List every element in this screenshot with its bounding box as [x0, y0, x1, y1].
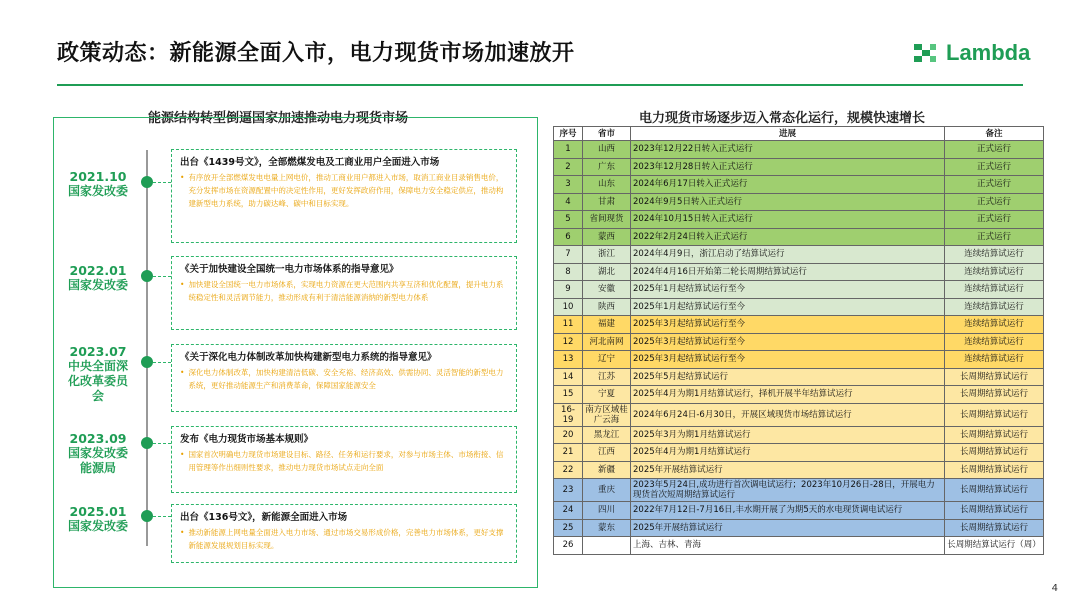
cell-progress: 2023年12月28日转入正式运行 [631, 158, 945, 176]
table-row [554, 298, 1044, 316]
cell-progress: 2023年12月22日转入正式运行 [631, 141, 945, 159]
policy-body: 深化电力体制改革，加快构建清洁低碳、安全充裕、经济高效、供需协同、灵活智能的新型电力系统，更好推动能源生产和消费革命，保障国家能源安全 [188, 368, 504, 390]
cell-province: 山东 [583, 176, 631, 194]
cell-note: 长周期结算试运行 [945, 461, 1044, 479]
cell-note: 连续结算试运行 [945, 351, 1044, 369]
cell-note: 长周期结算试运行 [945, 386, 1044, 404]
cell-progress: 2022年7月12日-7月16日,丰水期开展了为期5天的水电现货调电试运行 [631, 502, 945, 520]
cell-province: 山西 [583, 141, 631, 159]
cell-province [583, 537, 631, 555]
cell-no: 26 [554, 537, 583, 555]
cell-no: 24 [554, 502, 583, 520]
cell-note: 长周期结算试运行 [945, 368, 1044, 386]
cell-progress: 2023年5月24日,成功进行首次调电试运行；2023年10月26日-28日，开展电力现货首次短周期结算试运行 [631, 479, 945, 502]
table-row [554, 368, 1044, 386]
cell-province: 江西 [583, 444, 631, 462]
timeline-dot [141, 437, 153, 449]
cell-note: 长周期结算试运行 [945, 403, 1044, 426]
table-row [554, 263, 1044, 281]
cell-province: 黑龙江 [583, 426, 631, 444]
cell-note: 长周期结算试运行（周） [945, 537, 1044, 555]
table-row [554, 479, 1044, 502]
policy-heading: 发布《电力现货市场基本规则》 [180, 434, 314, 445]
table-row [554, 193, 1044, 211]
cell-progress: 2024年4月9日，浙江启动了结算试运行 [631, 246, 945, 264]
col-header-no: 序号 [554, 127, 583, 141]
cell-note: 正式运行 [945, 193, 1044, 211]
policy-heading: 出台《1439号文》，全部燃煤发电及工商业用户全面进入市场 [180, 157, 440, 168]
cell-note: 长周期结算试运行 [945, 426, 1044, 444]
table-row [554, 141, 1044, 159]
policy-body: 推动新能源上网电量全面进入电力市场、通过市场交易形成价格，完善电力市场体系，更好支撑新能源发展规划目标实现。 [188, 528, 504, 550]
cell-no: 25 [554, 519, 583, 537]
cell-progress: 2025年4月为期1月结算试运行 [631, 444, 945, 462]
cell-progress: 2025年3月起结算试运行至今 [631, 351, 945, 369]
timeline-connector [153, 362, 171, 363]
cell-province: 广东 [583, 158, 631, 176]
cell-no: 21 [554, 444, 583, 462]
cell-progress: 2024年9月5日转入正式运行 [631, 193, 945, 211]
cell-progress: 2024年10月15日转入正式运行 [631, 211, 945, 229]
timeline-date-2025-01: 2025.01 国家发改委 [67, 504, 128, 533]
timeline-date-2023-09: 2023.09 国家发改委能源局 [67, 431, 128, 475]
table-row [554, 502, 1044, 520]
cell-no: 14 [554, 368, 583, 386]
title-divider [57, 84, 1023, 86]
cell-no: 3 [554, 176, 583, 194]
policy-card: 《关于深化电力体制改革加快构建新型电力系统的指导意见》 • 深化电力体制改革，加快构建清洁低碳、安全充裕、经济高效、供需协同、灵活智能的新型电力系统，更好推动能源生产和消费革命，保障国家能源安全 [171, 344, 517, 412]
cell-no: 16-19 [554, 403, 583, 426]
cell-note: 连续结算试运行 [945, 316, 1044, 334]
table-row [554, 281, 1044, 299]
cell-note: 正式运行 [945, 211, 1044, 229]
col-header-province: 省市 [583, 127, 631, 141]
cell-note: 长周期结算试运行 [945, 479, 1044, 502]
cell-province: 河北南网 [583, 333, 631, 351]
cell-province: 辽宁 [583, 351, 631, 369]
policy-heading: 《关于深化电力体制改革加快构建新型电力系统的指导意见》 [180, 352, 437, 363]
cell-no: 2 [554, 158, 583, 176]
cell-no: 5 [554, 211, 583, 229]
table-row [554, 211, 1044, 229]
timeline-connector [153, 182, 171, 183]
timeline-connector [153, 443, 171, 444]
cell-progress: 2022年2月24日转入正式运行 [631, 228, 945, 246]
table-row [554, 246, 1044, 264]
cell-province: 省间现货 [583, 211, 631, 229]
cell-province: 新疆 [583, 461, 631, 479]
policy-heading: 《关于加快建设全国统一电力市场体系的指导意见》 [180, 264, 399, 275]
cell-progress: 2024年6月24日-6月30日，开展区域现货市场结算试运行 [631, 403, 945, 426]
cell-province: 安徽 [583, 281, 631, 299]
cell-progress: 2024年6月17日转入正式运行 [631, 176, 945, 194]
cell-progress: 上海、吉林、青海 [631, 537, 945, 555]
table-row [554, 333, 1044, 351]
col-header-progress: 进展 [631, 127, 945, 141]
cell-note: 长周期结算试运行 [945, 502, 1044, 520]
table-row [554, 537, 1044, 555]
table-row [554, 444, 1044, 462]
table-row [554, 176, 1044, 194]
table-row [554, 351, 1044, 369]
cell-progress: 2025年3月起结算试运行至今 [631, 333, 945, 351]
timeline-date-2022-01: 2022.01 国家发改委 [67, 263, 128, 292]
cell-province: 陕西 [583, 298, 631, 316]
cell-no: 11 [554, 316, 583, 334]
table-header-row [554, 127, 1044, 141]
cell-no: 15 [554, 386, 583, 404]
cell-no: 12 [554, 333, 583, 351]
cell-progress: 2025年5月起结算试运行 [631, 368, 945, 386]
timeline-line [146, 150, 148, 546]
table-row [554, 461, 1044, 479]
cell-note: 连续结算试运行 [945, 281, 1044, 299]
timeline-date-2023-07: 2023.07 中央全面深化改革委员会 [67, 344, 128, 403]
table-row [554, 426, 1044, 444]
cell-province: 福建 [583, 316, 631, 334]
col-header-note: 备注 [945, 127, 1044, 141]
timeline-connector [153, 276, 171, 277]
policy-body: 有序放开全部燃煤发电电量上网电价，推动工商业用户都进入市场，取消工商业目录销售电价，充分发挥市场在资源配置中的决定性作用，更好发挥政府作用，保障电力安全稳定供应，推动构建新型电力系统，助力碳达峰、碳中和目标实现。 [188, 173, 504, 208]
spot-market-table [553, 126, 1044, 555]
timeline-dot [141, 356, 153, 368]
policy-card: 发布《电力现货市场基本规则》 • 国家首次明确电力现货市场建设目标、路径、任务和运行要求，对参与市场主体、市场衔接、信用管理等作出细则性要求，推动电力现货市场试点走向全面 [171, 426, 517, 493]
policy-card: 《关于加快建设全国统一电力市场体系的指导意见》 • 加快建设全国统一电力市场体系，实现电力资源在更大范围内共享互济和优化配置，提升电力系统稳定性和灵活调节能力，推动形成有利于清洁能源消纳的新型电力体系 [171, 256, 517, 330]
timeline-dot [141, 270, 153, 282]
policy-body: 国家首次明确电力现货市场建设目标、路径、任务和运行要求，对参与市场主体、市场衔接、信用管理等作出细则性要求，推动电力现货市场试点走向全面 [188, 450, 504, 472]
cell-progress: 2025年3月起结算试运行至今 [631, 316, 945, 334]
cell-province: 浙江 [583, 246, 631, 264]
cell-note: 正式运行 [945, 228, 1044, 246]
timeline-dot [141, 176, 153, 188]
cell-no: 1 [554, 141, 583, 159]
cell-no: 22 [554, 461, 583, 479]
cell-province: 南方区域桂广云海 [583, 403, 631, 426]
cell-province: 湖北 [583, 263, 631, 281]
cell-note: 连续结算试运行 [945, 333, 1044, 351]
cell-progress: 2025年4月为期1月结算试运行，择机开展半年结算试运行 [631, 386, 945, 404]
cell-no: 23 [554, 479, 583, 502]
policy-body: 加快建设全国统一电力市场体系，实现电力资源在更大范围内共享互济和优化配置，提升电力系统稳定性和灵活调节能力，推动形成有利于清洁能源消纳的新型电力体系 [188, 280, 504, 302]
cell-progress: 2025年1月起结算试运行至今 [631, 281, 945, 299]
lambda-logo-icon [910, 40, 940, 66]
cell-province: 甘肃 [583, 193, 631, 211]
cell-progress: 2025年开展结算试运行 [631, 461, 945, 479]
logo-text: Lambda [946, 40, 1031, 65]
table-row [554, 316, 1044, 334]
cell-progress: 2025年开展结算试运行 [631, 519, 945, 537]
policy-card: 出台《136号文》，新能源全面进入市场 • 推动新能源上网电量全面进入电力市场、通过市场交易形成价格，完善电力市场体系，更好支撑新能源发展规划目标实现。 [171, 504, 517, 563]
cell-no: 7 [554, 246, 583, 264]
cell-province: 四川 [583, 502, 631, 520]
cell-progress: 2025年1月起结算试运行至今 [631, 298, 945, 316]
cell-no: 9 [554, 281, 583, 299]
cell-province: 江苏 [583, 368, 631, 386]
cell-province: 宁夏 [583, 386, 631, 404]
table-row [554, 519, 1044, 537]
table-row [554, 386, 1044, 404]
cell-no: 13 [554, 351, 583, 369]
cell-progress: 2024年4月16日开始第二轮长周期结算试运行 [631, 263, 945, 281]
cell-no: 6 [554, 228, 583, 246]
cell-note: 长周期结算试运行 [945, 519, 1044, 537]
cell-no: 20 [554, 426, 583, 444]
policy-heading: 出台《136号文》，新能源全面进入市场 [180, 512, 348, 523]
table-row [554, 228, 1044, 246]
cell-note: 正式运行 [945, 158, 1044, 176]
timeline-connector [153, 516, 171, 517]
cell-province: 蒙东 [583, 519, 631, 537]
cell-note: 正式运行 [945, 176, 1044, 194]
right-panel-title: 电力现货市场逐步迈入常态化运行，规模快速增长 [639, 111, 926, 126]
cell-note: 正式运行 [945, 141, 1044, 159]
left-panel-title: 能源结构转型倒逼国家加速推动电力现货市场 [148, 111, 409, 126]
timeline-date-2021-10: 2021.10 国家发改委 [67, 169, 128, 198]
cell-note: 连续结算试运行 [945, 246, 1044, 264]
page-number: 4 [1051, 583, 1058, 594]
cell-note: 连续结算试运行 [945, 298, 1044, 316]
cell-progress: 2025年3月为期1月结算试运行 [631, 426, 945, 444]
cell-province: 重庆 [583, 479, 631, 502]
policy-card: 出台《1439号文》，全部燃煤发电及工商业用户全面进入市场 • 有序放开全部燃煤发电电量上网电价，推动工商业用户都进入市场，取消工商业目录销售电价，充分发挥市场在资源配置中的决定性作用，更好发挥政府作用，保障电力安全稳定供应，推动构建新型电力系统，助力碳达峰、碳中和目标实现。 [171, 149, 517, 243]
lambda-logo [910, 40, 1030, 66]
cell-note: 连续结算试运行 [945, 263, 1044, 281]
page-title: 政策动态：新能源全面入市，电力现货市场加速放开 [57, 41, 575, 66]
cell-note: 长周期结算试运行 [945, 444, 1044, 462]
cell-no: 8 [554, 263, 583, 281]
cell-no: 10 [554, 298, 583, 316]
cell-province: 蒙西 [583, 228, 631, 246]
cell-no: 4 [554, 193, 583, 211]
timeline-dot [141, 510, 153, 522]
table-row [554, 403, 1044, 426]
table-row [554, 158, 1044, 176]
